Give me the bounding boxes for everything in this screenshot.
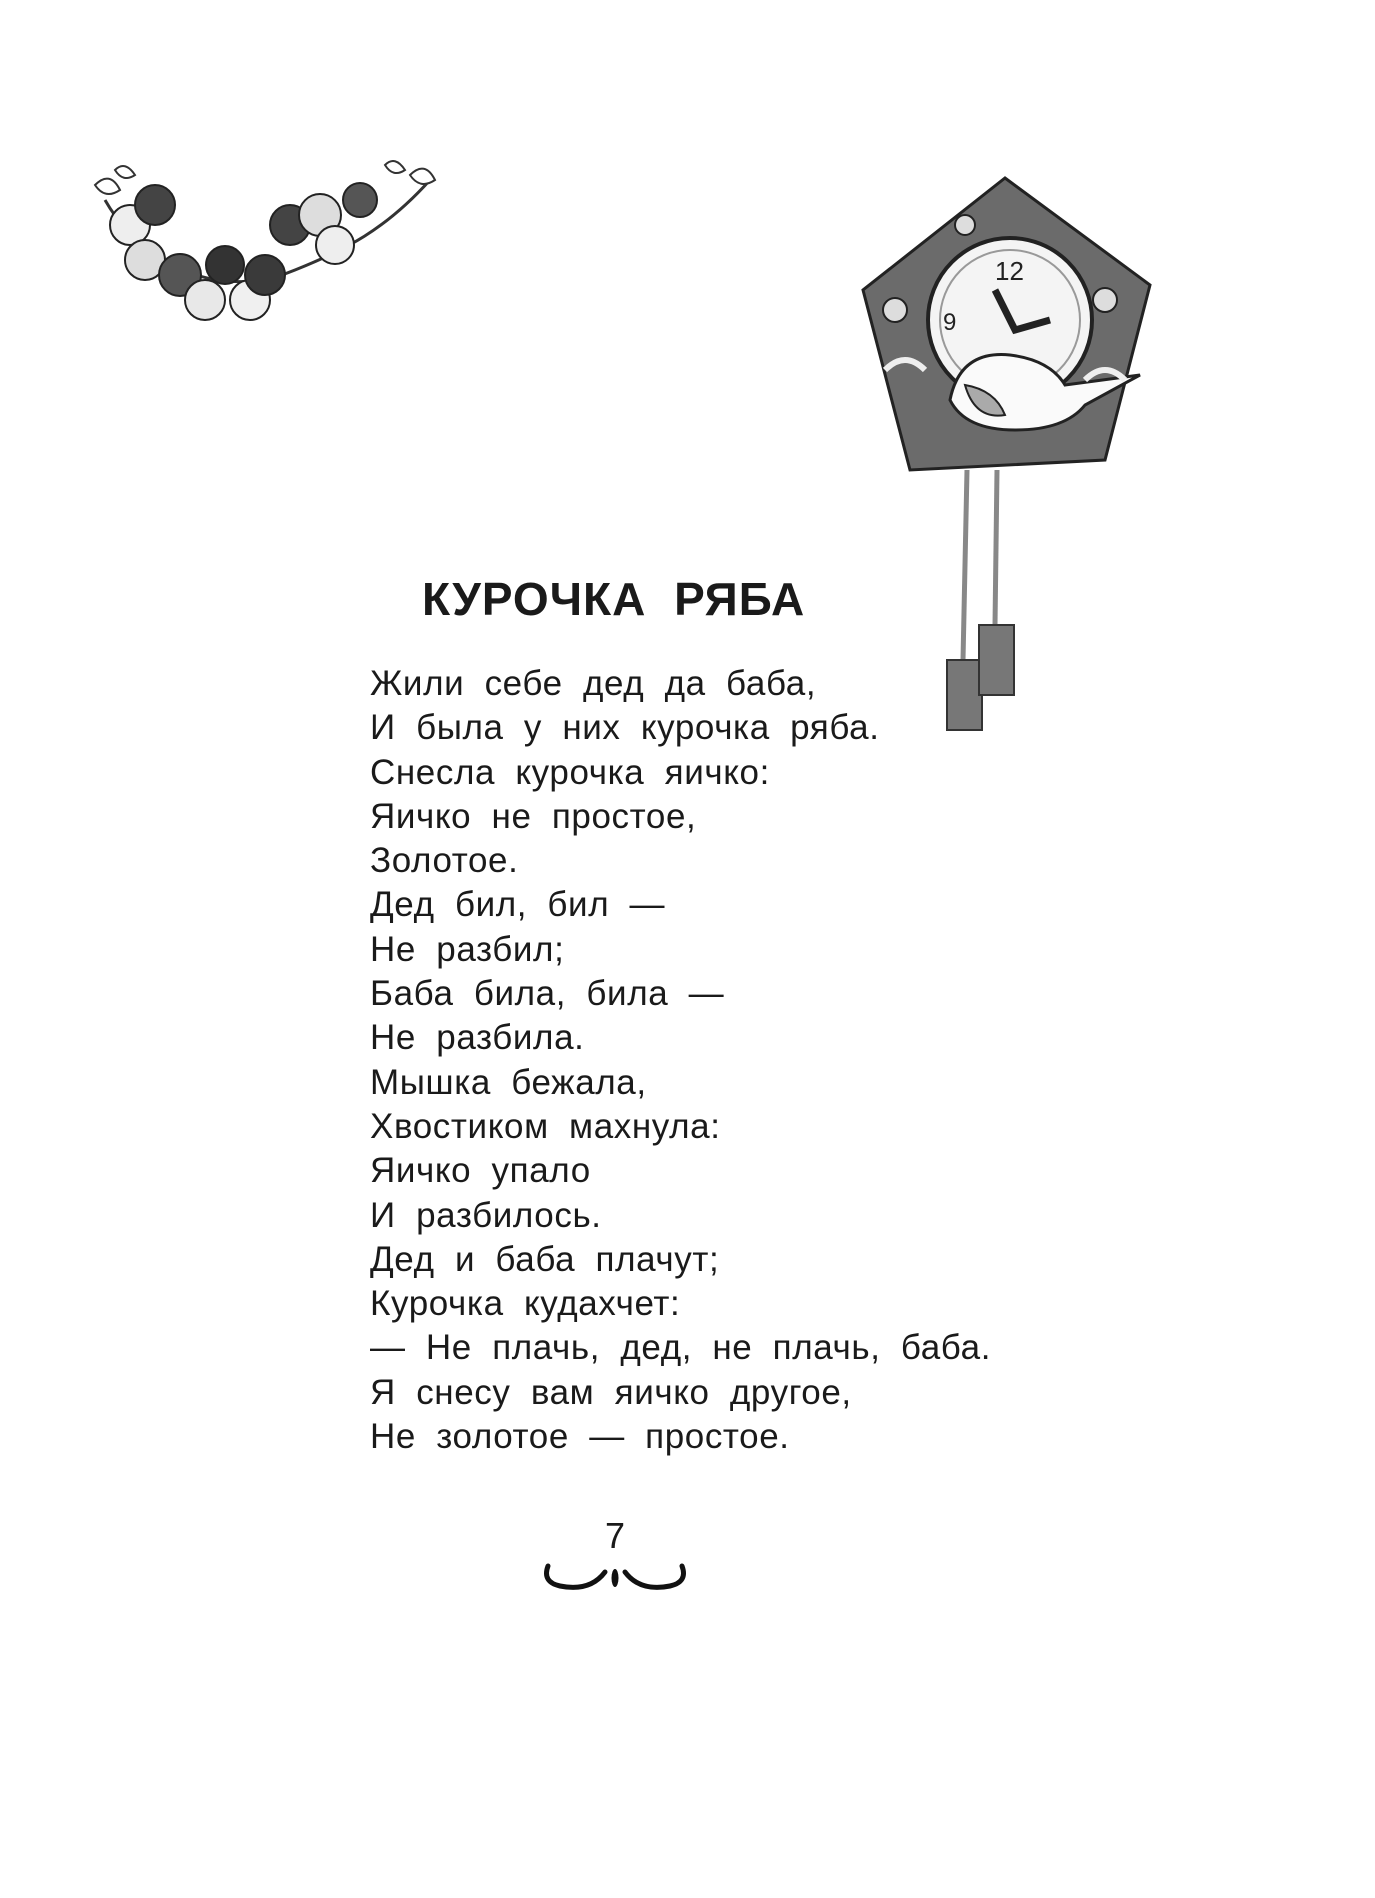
berry-branch-illustration	[85, 160, 445, 360]
poem-line: Дед и баба плачут;	[370, 1239, 720, 1279]
poem-line: Жили себе дед да баба,	[370, 664, 817, 703]
page-number: 7	[604, 1515, 626, 1556]
poem-line: И разбилось.	[370, 1195, 602, 1235]
poem-line: Хвостиком махнула:	[370, 1106, 721, 1146]
poem-line: И была у них курочка ряба.	[370, 708, 880, 748]
poem-line: Мышка бежала,	[370, 1062, 647, 1102]
poem-line: Я снесу вам яичко другое,	[370, 1372, 852, 1412]
flourish-ornament	[540, 1552, 690, 1596]
poem-line: Курочка кудахчет:	[370, 1284, 681, 1324]
poem-line: Яичко упало	[370, 1151, 591, 1191]
poem-line: Не золотое — простое.	[370, 1417, 790, 1457]
poem-line: Дед бил, бил —	[370, 885, 666, 925]
poem-line: Яичко не простое,	[370, 796, 697, 836]
poem-line: Снесла курочка яичко:	[370, 752, 770, 792]
poem-line: — Не плачь, дед, не плачь, баба.	[370, 1328, 992, 1368]
poem-line: Баба била, била —	[370, 974, 725, 1014]
poem-line: Не разбил;	[370, 929, 565, 969]
poem-line: Золотое.	[370, 841, 519, 881]
poem-line: Не разбила.	[370, 1018, 585, 1058]
story-title: КУРОЧКА РЯБА	[422, 573, 806, 625]
clock-numeral-9: 9	[943, 309, 957, 336]
cuckoo-clock-illustration	[855, 170, 1160, 740]
poem-text	[370, 662, 991, 1459]
clock-numeral-12: 12	[995, 256, 1024, 286]
